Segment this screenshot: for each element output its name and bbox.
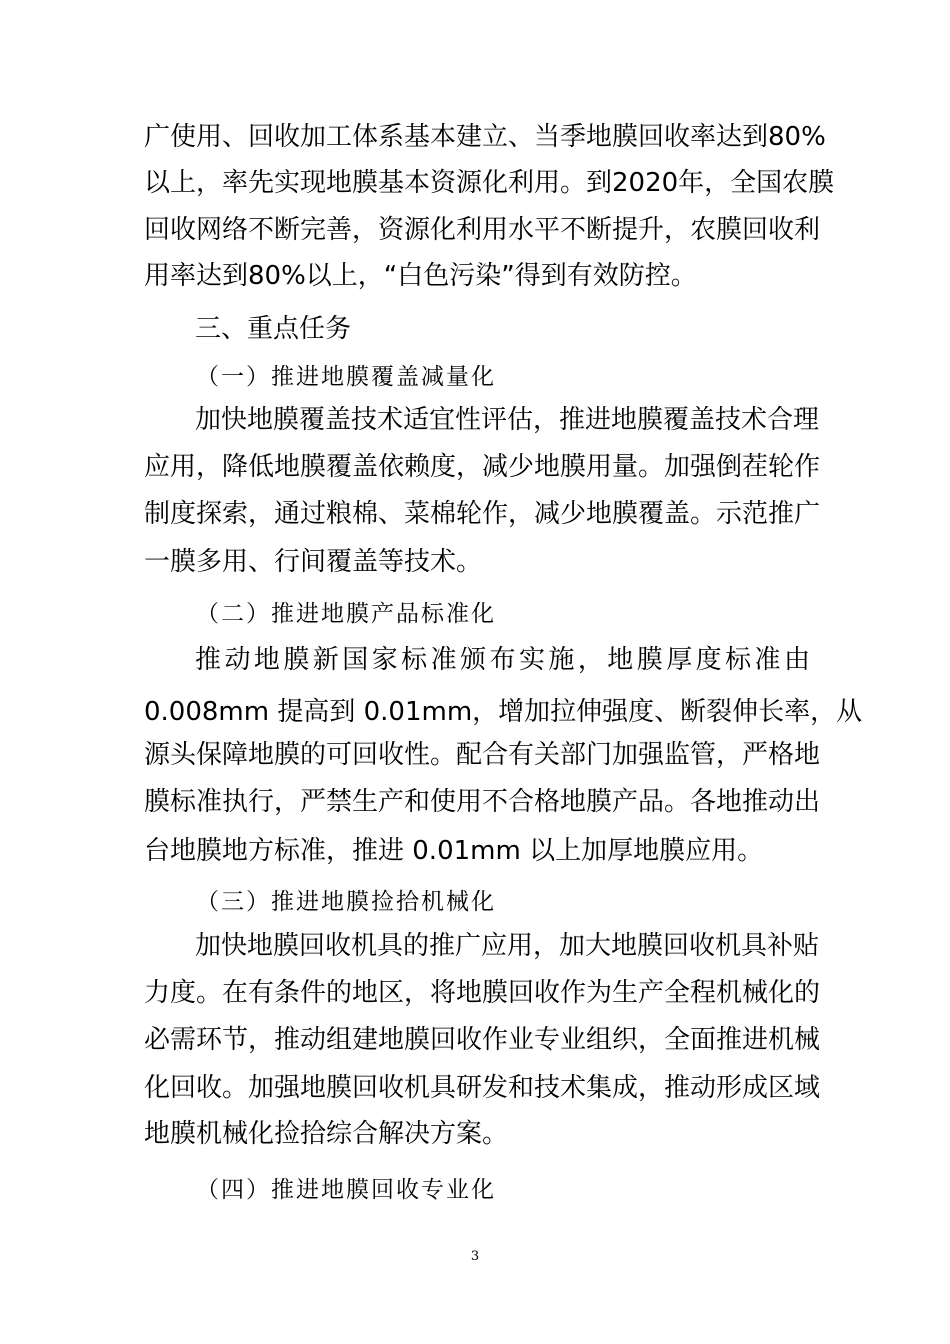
s3-line-1: 加快地膜回收机具的推广应用，加大地膜回收机具补贴 (195, 931, 820, 961)
s3-line-5: 地膜机械化捡拾综合解决方案。 (144, 1119, 509, 1149)
section-heading: 三、重点任务 (195, 314, 352, 344)
intro-line-4: 用率达到80%以上，“白色污染”得到有效防控。 (144, 261, 697, 291)
s1-line-4: 一膜多用、行间覆盖等技术。 (144, 547, 483, 577)
s2-line-1: 推动地膜新国家标准颁布实施，地膜厚度标准由 (195, 645, 810, 675)
s1-line-1: 加快地膜覆盖技术适宜性评估，推进地膜覆盖技术合理 (195, 405, 820, 435)
s3-line-4: 化回收。加强地膜回收机具研发和技术集成，推动形成区域 (144, 1073, 821, 1103)
intro-line-1: 广使用、回收加工体系基本建立、当季地膜回收率达到80% (144, 122, 826, 152)
s2-line-3: 源头保障地膜的可回收性。配合有关部门加强监管，严格地 (144, 740, 821, 770)
s2-line-2: 0.008mm 提高到 0.01mm，增加拉伸强度、断裂伸长率，从 (144, 697, 863, 727)
subsection-title-3: （三）推进地膜捡拾机械化 (196, 889, 496, 915)
page-number: 3 (470, 1249, 480, 1264)
intro-line-2: 以上，率先实现地膜基本资源化利用。到2020年，全国农膜 (144, 168, 835, 198)
intro-line-3: 回收网络不断完善，资源化利用水平不断提升，农膜回收利 (144, 215, 821, 245)
s3-line-2: 力度。在有条件的地区，将地膜回收作为生产全程机械化的 (144, 978, 821, 1008)
s2-line-4: 膜标准执行，严禁生产和使用不合格地膜产品。各地推动出 (144, 787, 821, 817)
subsection-title-2: （二）推进地膜产品标准化 (196, 601, 496, 627)
s2-line-5: 台地膜地方标准，推进 0.01mm 以上加厚地膜应用。 (144, 836, 764, 866)
s3-line-3: 必需环节，推动组建地膜回收作业专业组织，全面推进机械 (144, 1025, 821, 1055)
subsection-title-1: （一）推进地膜覆盖减量化 (196, 364, 496, 390)
s1-line-2: 应用，降低地膜覆盖依赖度，减少地膜用量。加强倒茬轮作 (144, 452, 821, 482)
s1-line-3: 制度探索，通过粮棉、菜棉轮作，减少地膜覆盖。示范推广 (144, 499, 821, 529)
subsection-title-4: （四）推进地膜回收专业化 (196, 1177, 496, 1203)
